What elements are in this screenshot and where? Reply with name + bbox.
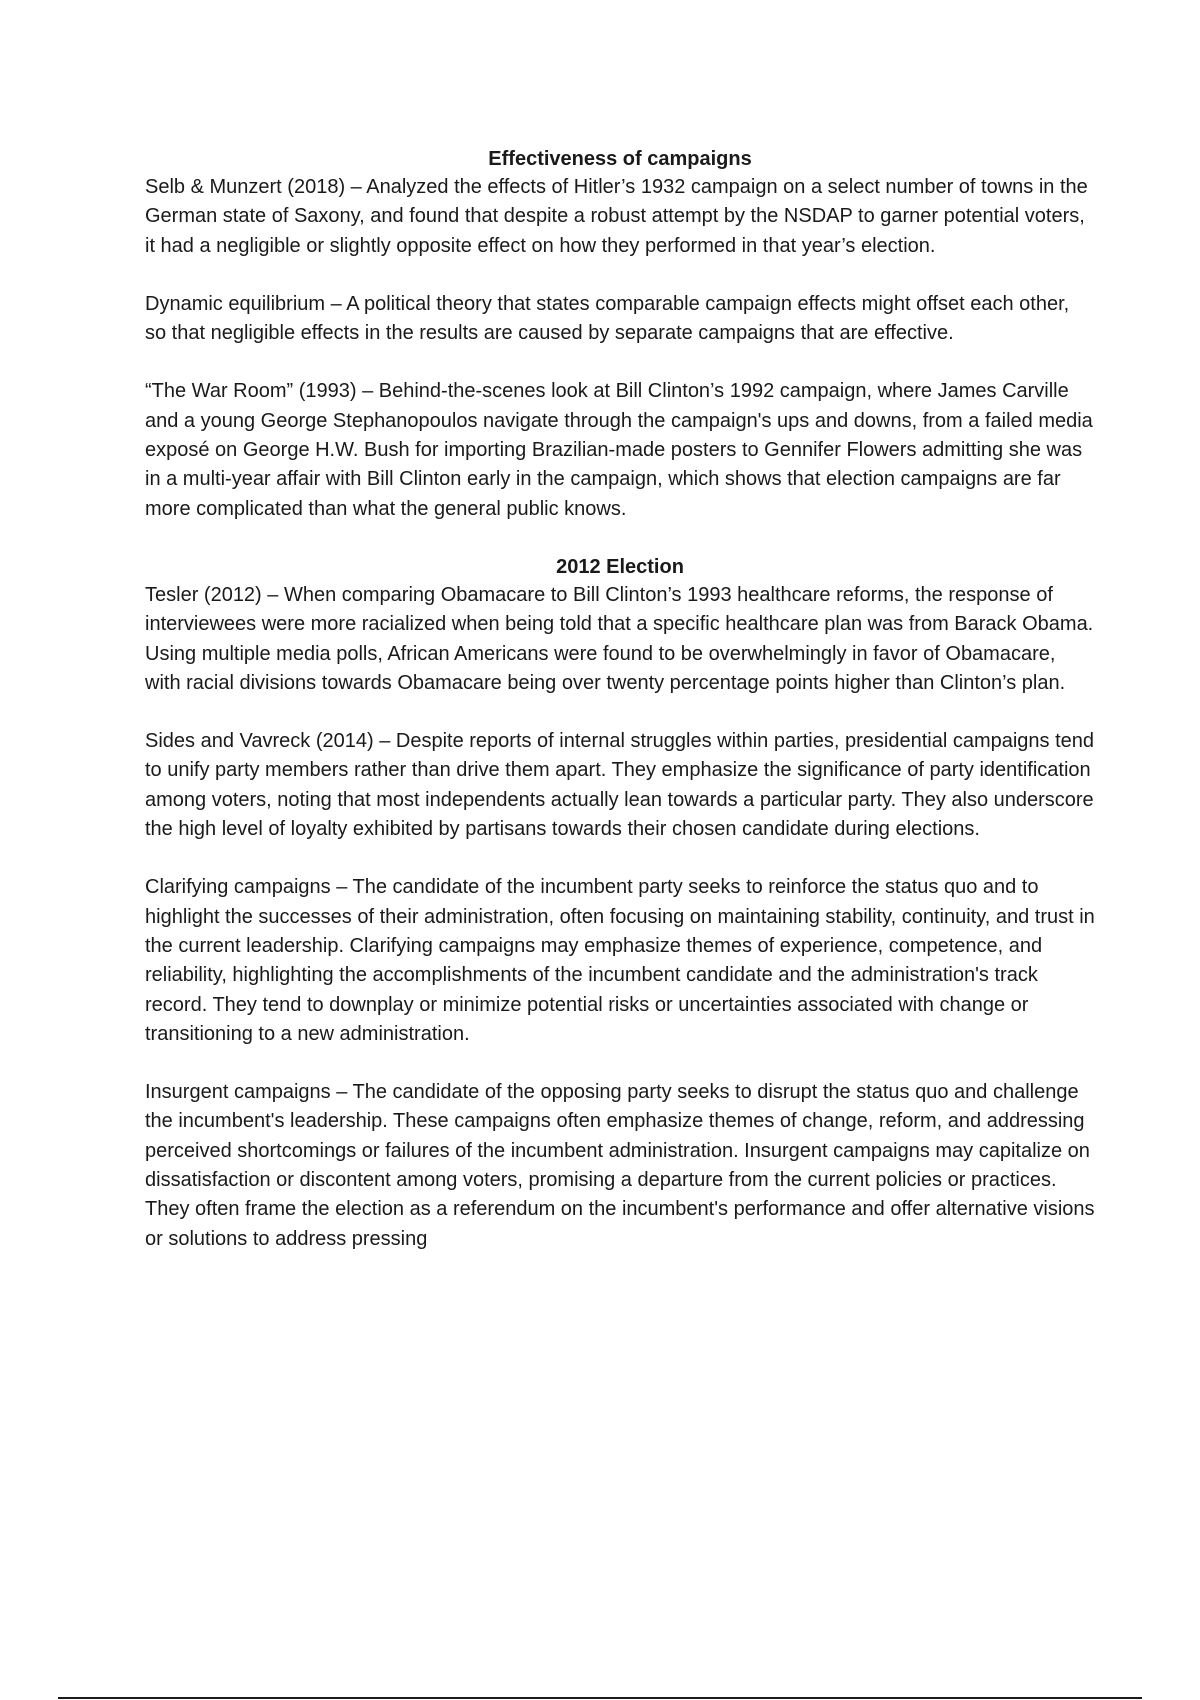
paragraph-insurgent-campaigns: Insurgent campaigns – The candidate of the opposing party seeks to disrupt the status quo and challenge the incumbent's leadership. These campaigns often emphasize themes of change, reform, and addressing perceived shortcomings or failures of the incumbent administration. Insurgent campaigns may capitalize on dissatisfaction or discontent among voters, promising a departure from the current policies or practices. They often frame the election as a referendum on the incumbent's performance and offer alternative visions or solutions to address pressing — [145, 1081, 1095, 1250]
document-page — [145, 145, 1095, 1283]
paragraph-dynamic-equilibrium: Dynamic equilibrium – A political theory that states comparable campaign effects might offset each other, so that negligible effects in the results are caused by separate campaigns that are effective. — [145, 292, 1070, 345]
paragraph-sides-vavreck: Sides and Vavreck (2014) – Despite reports of internal struggles within parties, presidential campaigns tend to unify party members rather than drive them apart. They emphasize the significance of party identification among voters, noting that most independents actually lean towards a particular party. They also underscore the high level of loyalty exhibited by partisans towards their chosen candidate during elections. — [145, 730, 1095, 841]
paragraph-clarifying-campaigns: Clarifying campaigns – The candidate of the incumbent party seeks to reinforce the status quo and to highlight the successes of their administration, often focusing on maintaining stability, continuity, and trust in the current leadership. Clarifying campaigns may emphasize themes of experience, competence, and reliability, highlighting the accomplishments of the incumbent candidate and the administration's track record. They tend to downplay or minimize potential risks or uncertainties associated with change or transitioning to a new administration. — [145, 876, 1095, 1045]
paragraph-tesler: Tesler (2012) – When comparing Obamacare to Bill Clinton’s 1993 healthcare reforms, the response of interviewees were more racialized when being told that a specific healthcare plan was from Barack Obama. Using multiple media polls, African Americans were found to be overwhelmingly in favor of Obamacare, with racial divisions towards Obamacare being over twenty percentage points higher than Clinton’s plan. — [145, 583, 1094, 694]
paragraph-war-room: “The War Room” (1993) – Behind-the-scenes look at Bill Clinton’s 1992 campaign, where James Carville and a young George Stephanopoulos navigate through the campaign's ups and downs, from a failed media exposé on George H.W. Bush for importing Brazilian-made posters to Gennifer Flowers admitting she was in a multi-year affair with Bill Clinton early in the campaign, which shows that election campaigns are far more complicated than what the general public knows. — [145, 380, 1093, 520]
section-heading-effectiveness: Effectiveness of campaigns — [488, 148, 752, 170]
section-heading-2012-election: 2012 Election — [556, 555, 684, 578]
paragraph-selb-munzert: Selb & Munzert (2018) – Analyzed the effects of Hitler’s 1932 campaign on a select number of towns in the German state of Saxony, and found that despite a robust attempt by the NSDAP to garner potential voters, it had a negligible or slightly opposite effect on how they performed in that year’s election. — [145, 176, 1088, 257]
page-bottom-rule — [58, 1697, 1142, 1699]
